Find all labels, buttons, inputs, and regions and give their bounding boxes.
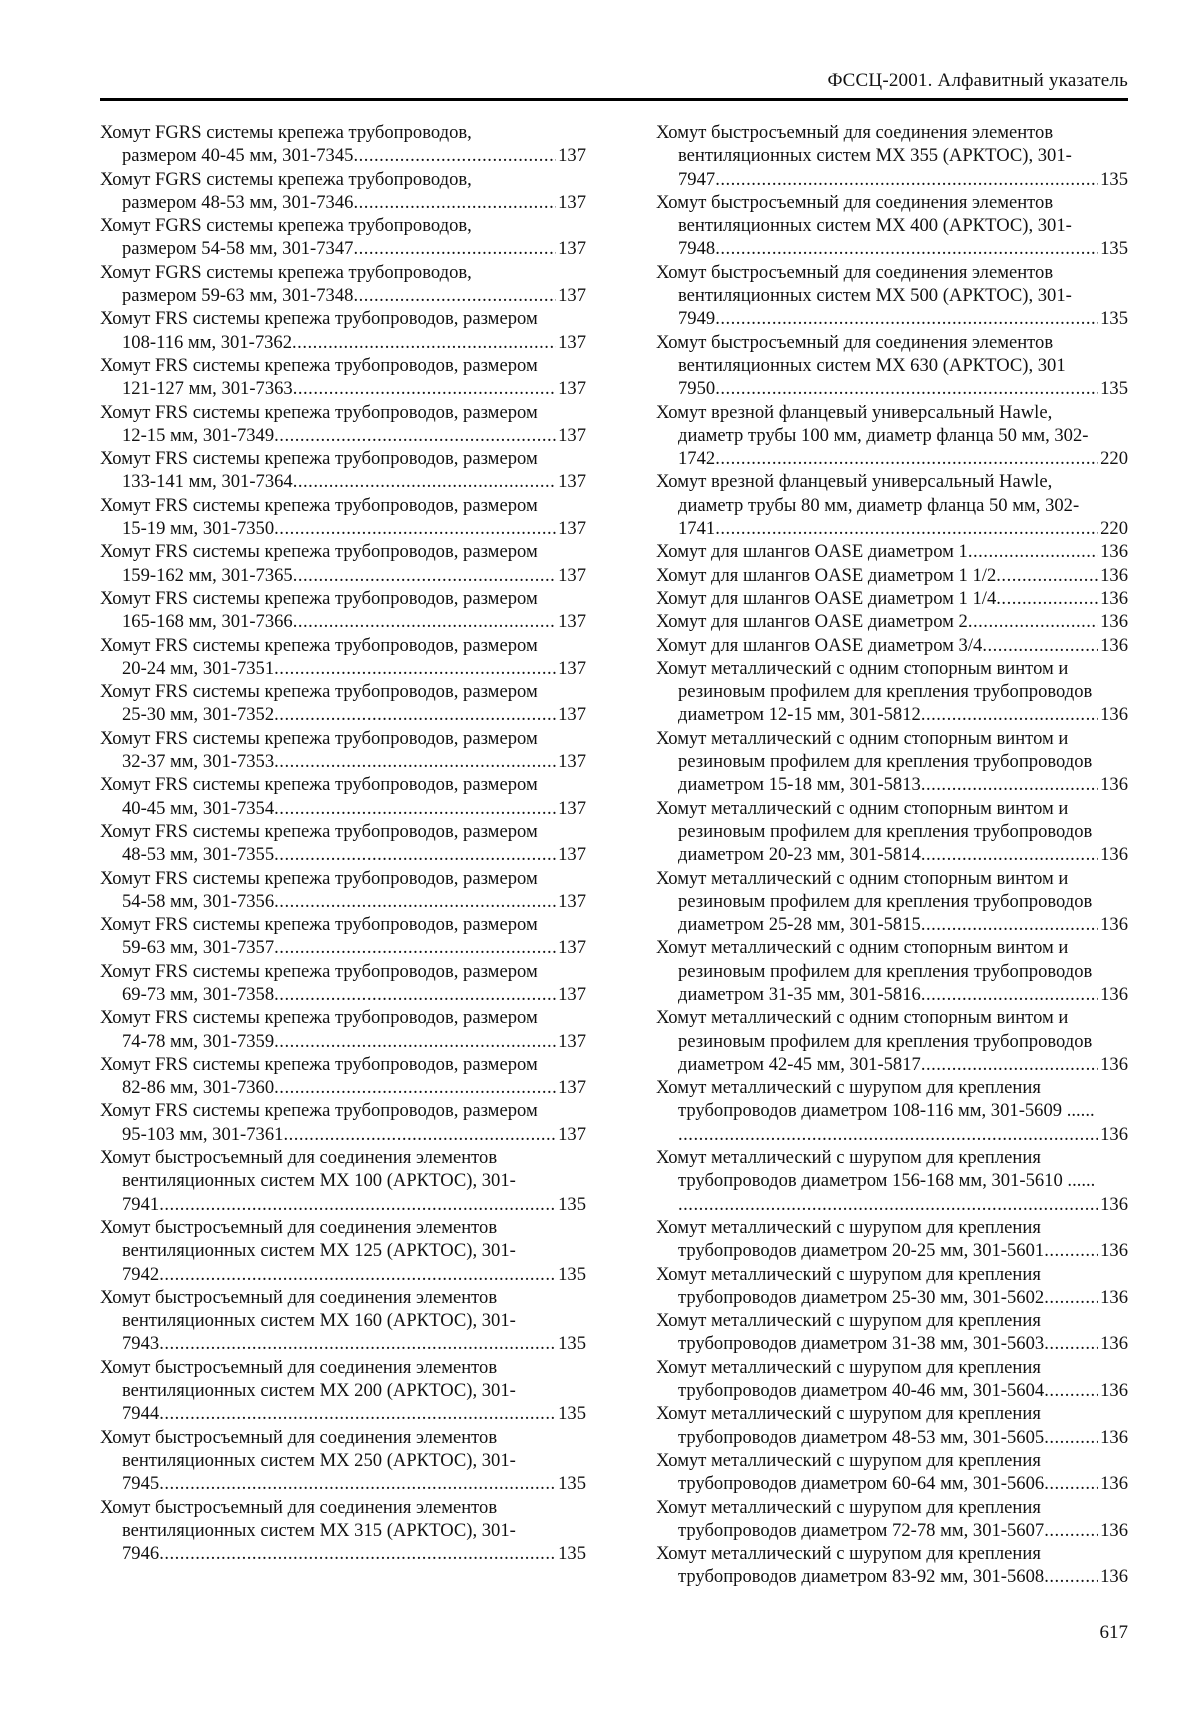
index-entry — [100, 1286, 586, 1356]
leader-dots — [1044, 1565, 1098, 1588]
entry-page-ref: 137 — [558, 983, 586, 1005]
entry-text-line: вентиляционных систем МХ 200 (АРКТОС), 301- — [122, 1380, 516, 1402]
leader-dots — [274, 797, 556, 820]
index-entry — [100, 1099, 586, 1146]
entry-text-line: трубопроводов диаметром 31-38 мм, 301-5603 — [678, 1333, 1045, 1355]
entry-text-line: Хомут FRS системы крепежа трубопроводов, размером — [100, 914, 538, 936]
index-entry — [656, 936, 1128, 1006]
entry-text-line: резиновым профилем для крепления трубопроводов — [678, 960, 1093, 982]
entry-page-ref: 137 — [558, 378, 586, 400]
index-entry — [656, 1146, 1128, 1216]
entry-page-ref: 220 — [1100, 518, 1128, 540]
entry-text-line: Хомут FRS системы крепежа трубопроводов, размером — [100, 1007, 538, 1029]
entry-text-line: размером 59-63 мм, 301-7348 — [122, 285, 354, 307]
entry-page-ref: 135 — [558, 1543, 586, 1565]
entry-page-ref: 137 — [558, 1123, 586, 1145]
leader-dots — [715, 307, 1098, 330]
leader-dots — [274, 517, 556, 540]
leader-dots — [1044, 1472, 1098, 1495]
leader-dots — [1044, 1519, 1098, 1542]
entry-page-ref: 135 — [1100, 238, 1128, 260]
index-entry — [656, 867, 1128, 937]
entry-text-line: Хомут для шлангов OASE диаметром 1 1/2 — [656, 564, 997, 586]
leader-dots — [159, 1472, 556, 1495]
leader-dots — [274, 890, 556, 913]
index-entry — [100, 1496, 586, 1566]
index-entry — [656, 1449, 1128, 1496]
entry-text-line: 82-86 мм, 301-7360 — [122, 1077, 275, 1099]
index-entry — [656, 261, 1128, 331]
entry-text-line: Хомут FRS системы крепежа трубопроводов, размером — [100, 401, 538, 423]
index-entry — [656, 1006, 1128, 1076]
index-entry — [100, 680, 586, 727]
index-entry — [100, 261, 586, 308]
entry-text-line: Хомут FRS системы крепежа трубопроводов, размером — [100, 494, 538, 516]
entry-page-ref: 136 — [1100, 1053, 1128, 1075]
index-entry — [656, 401, 1128, 471]
entry-text-line: 7945 — [122, 1473, 160, 1495]
entry-page-ref: 136 — [1100, 587, 1128, 609]
entry-text-line: Хомут металлический с шурупом для крепления — [656, 1263, 1041, 1285]
index-entry — [656, 1496, 1128, 1543]
leader-dots — [159, 1542, 556, 1565]
entry-text-line: 108-116 мм, 301-7362 — [122, 331, 293, 353]
index-entry — [656, 797, 1128, 867]
entry-text-line: Хомут FRS системы крепежа трубопроводов, размером — [100, 308, 538, 330]
entry-text-line: размером 54-58 мм, 301-7347 — [122, 238, 354, 260]
index-entry — [100, 634, 586, 681]
leader-dots — [1044, 1286, 1098, 1309]
entry-text-line: 59-63 мм, 301-7357 — [122, 937, 275, 959]
entry-text-line: Хомут FRS системы крепежа трубопроводов, размером — [100, 774, 538, 796]
leader-dots — [715, 447, 1098, 470]
index-entry — [100, 913, 586, 960]
index-entry — [100, 1053, 586, 1100]
entry-page-ref: 135 — [558, 1473, 586, 1495]
index-entry — [656, 1216, 1128, 1263]
entry-page-ref: 136 — [1100, 541, 1128, 563]
entry-page-ref: 135 — [1100, 168, 1128, 190]
entry-text-line: Хомут FRS системы крепежа трубопроводов, размером — [100, 820, 538, 842]
entry-text-line: Хомут быстросъемный для соединения элементов — [100, 1147, 498, 1169]
entry-text-line: Хомут FRS системы крепежа трубопроводов, размером — [100, 634, 538, 656]
entry-page-ref: 137 — [558, 145, 586, 167]
index-entry — [100, 1426, 586, 1496]
index-entry — [100, 447, 586, 494]
entry-text-line: 7949 — [678, 308, 716, 330]
entry-text-line: Хомут FRS системы крепежа трубопроводов, размером — [100, 727, 538, 749]
entry-text-line: вентиляционных систем МХ 500 (АРКТОС), 301- — [678, 285, 1072, 307]
index-entry — [100, 214, 586, 261]
entry-text-line: 7942 — [122, 1263, 160, 1285]
leader-dots — [982, 634, 1098, 657]
entry-page-ref: 137 — [558, 937, 586, 959]
leader-dots — [293, 377, 556, 400]
entry-text-line: 48-53 мм, 301-7355 — [122, 844, 275, 866]
leader-dots — [921, 773, 1098, 796]
entry-text-line: 32-37 мм, 301-7353 — [122, 751, 275, 773]
entry-text-line: Хомут FGRS системы крепежа трубопроводов, — [100, 261, 472, 283]
entry-text-line: Хомут FRS системы крепежа трубопроводов, размером — [100, 1100, 538, 1122]
leader-dots — [1044, 1379, 1098, 1402]
entry-page-ref: 137 — [558, 238, 586, 260]
index-entry — [100, 540, 586, 587]
leader-dots — [292, 331, 556, 354]
leader-dots — [274, 750, 556, 773]
entry-page-ref: 136 — [1100, 1426, 1128, 1448]
entry-text-line: диаметром 25-28 мм, 301-5815 — [678, 914, 921, 936]
entry-text-line: 1741 — [678, 518, 716, 540]
entry-page-ref: 137 — [558, 285, 586, 307]
entry-text-line: вентиляционных систем МХ 630 (АРКТОС), 301 — [678, 354, 1066, 376]
entry-text-line: Хомут металлический с шурупом для крепления — [656, 1147, 1041, 1169]
leader-dots — [353, 237, 556, 260]
entry-text-line: Хомут FRS системы крепежа трубопроводов, размером — [100, 587, 538, 609]
entry-text-line: 54-58 мм, 301-7356 — [122, 890, 275, 912]
entry-page-ref: 136 — [1100, 1240, 1128, 1262]
entry-page-ref: 137 — [558, 1077, 586, 1099]
entry-text-line: Хомут FRS системы крепежа трубопроводов, размером — [100, 354, 538, 376]
entry-text-line: 74-78 мм, 301-7359 — [122, 1030, 275, 1052]
entry-page-ref: 137 — [558, 751, 586, 773]
index-entry — [100, 820, 586, 867]
index-entry — [100, 401, 586, 448]
index-entry — [100, 307, 586, 354]
leader-dots — [159, 1402, 556, 1425]
leader-dots — [921, 983, 1098, 1006]
leader-dots — [996, 564, 1098, 587]
leader-dots — [283, 1123, 556, 1146]
entry-text-line: диаметр трубы 100 мм, диаметр фланца 50 мм, 302- — [678, 424, 1089, 446]
leader-dots — [996, 587, 1098, 610]
entry-text-line: Хомут быстросъемный для соединения элементов — [100, 1426, 498, 1448]
entry-page-ref: 137 — [558, 518, 586, 540]
index-entry — [100, 1216, 586, 1286]
entry-text-line: вентиляционных систем МХ 160 (АРКТОС), 301- — [122, 1310, 516, 1332]
index-entry — [656, 634, 1128, 657]
entry-page-ref: 136 — [1100, 564, 1128, 586]
entry-text-line: 95-103 мм, 301-7361 — [122, 1123, 284, 1145]
entry-page-ref: 137 — [558, 611, 586, 633]
entry-text-line: 159-162 мм, 301-7365 — [122, 564, 293, 586]
entry-text-line: Хомут врезной фланцевый универсальный Hawle, — [656, 401, 1053, 423]
entry-text-line: 15-19 мм, 301-7350 — [122, 518, 275, 540]
leader-dots — [274, 703, 556, 726]
entry-page-ref: 137 — [558, 1030, 586, 1052]
entry-text-line: диаметром 20-23 мм, 301-5814 — [678, 844, 921, 866]
index-entry — [100, 727, 586, 774]
index-entry — [656, 1076, 1128, 1146]
leader-dots — [353, 191, 556, 214]
index-entry — [656, 610, 1128, 633]
leader-dots — [293, 564, 556, 587]
entry-page-ref: 136 — [1100, 1123, 1128, 1145]
entry-text-line: 7948 — [678, 238, 716, 260]
entry-text-line: Хомут металлический с одним стопорным винтом и — [656, 1007, 1069, 1029]
leader-dots — [274, 424, 556, 447]
entry-text-line: диаметром 12-15 мм, 301-5812 — [678, 704, 921, 726]
leader-dots — [715, 377, 1098, 400]
entry-page-ref: 136 — [1100, 1333, 1128, 1355]
leader-dots — [921, 843, 1098, 866]
entry-text-line: 165-168 мм, 301-7366 — [122, 611, 293, 633]
entry-text-line: 7943 — [122, 1333, 160, 1355]
entry-text-line: Хомут быстросъемный для соединения элементов — [100, 1286, 498, 1308]
entry-text-line: 121-127 мм, 301-7363 — [122, 378, 293, 400]
entry-page-ref: 136 — [1100, 611, 1128, 633]
entry-text-line: диаметром 15-18 мм, 301-5813 — [678, 774, 921, 796]
entry-page-ref: 135 — [1100, 378, 1128, 400]
entry-page-ref: 136 — [1100, 1566, 1128, 1588]
entry-text-line: вентиляционных систем МХ 400 (АРКТОС), 301- — [678, 215, 1072, 237]
entry-text-line: 40-45 мм, 301-7354 — [122, 797, 275, 819]
entry-page-ref: 137 — [558, 844, 586, 866]
page-header — [100, 66, 1128, 101]
index-entry — [100, 867, 586, 914]
entry-text-line: вентиляционных систем МХ 100 (АРКТОС), 301- — [122, 1170, 516, 1192]
entry-text-line: 69-73 мм, 301-7358 — [122, 983, 275, 1005]
entry-text-line: 1742 — [678, 448, 716, 470]
leader-dots — [715, 237, 1098, 260]
entry-text-line: Хомут металлический с шурупом для крепления — [656, 1543, 1041, 1565]
index-entry — [100, 1356, 586, 1426]
entry-page-ref: 137 — [558, 564, 586, 586]
entry-text-line: Хомут металлический с шурупом для крепления — [656, 1496, 1041, 1518]
entry-text-line: резиновым профилем для крепления трубопроводов — [678, 820, 1093, 842]
entry-text-line: трубопроводов диаметром 20-25 мм, 301-5601 — [678, 1240, 1045, 1262]
entry-page-ref: 136 — [1100, 983, 1128, 1005]
entry-text-line: резиновым профилем для крепления трубопроводов — [678, 681, 1093, 703]
entry-text-line: 25-30 мм, 301-7352 — [122, 704, 275, 726]
entry-text-line: Хомут металлический с одним стопорным винтом и — [656, 937, 1069, 959]
entry-page-ref: 136 — [1100, 1473, 1128, 1495]
entry-text-line: Хомут быстросъемный для соединения элементов — [656, 191, 1054, 213]
index-entry — [656, 727, 1128, 797]
entry-text-line: вентиляционных систем МХ 250 (АРКТОС), 301- — [122, 1449, 516, 1471]
leader-dots — [159, 1263, 556, 1286]
entry-page-ref: 137 — [558, 797, 586, 819]
entry-text-line: Хомут быстросъемный для соединения элементов — [656, 331, 1054, 353]
entry-text-line: Хомут FRS системы крепежа трубопроводов, размером — [100, 541, 538, 563]
entry-page-ref: 136 — [1100, 844, 1128, 866]
entry-text-line: Хомут FRS системы крепежа трубопроводов, размером — [100, 681, 538, 703]
entry-text-line: Хомут металлический с шурупом для крепления — [656, 1310, 1041, 1332]
entry-text-line: трубопроводов диаметром 108-116 мм, 301-5609 ...... — [678, 1100, 1095, 1122]
index-entry — [656, 564, 1128, 587]
leader-dots — [293, 470, 556, 493]
leader-dots — [353, 144, 556, 167]
leader-dots — [274, 983, 556, 1006]
entry-text-line: Хомут для шлангов OASE диаметром 1 — [656, 541, 968, 563]
index-entry — [656, 1309, 1128, 1356]
entry-text-line: 20-24 мм, 301-7351 — [122, 657, 275, 679]
entry-text-line: вентиляционных систем МХ 315 (АРКТОС), 301- — [122, 1519, 516, 1541]
index-entry — [100, 587, 586, 634]
leader-dots — [921, 703, 1098, 726]
entry-text-line: 133-141 мм, 301-7364 — [122, 471, 293, 493]
entry-page-ref: 135 — [558, 1333, 586, 1355]
index-entry — [656, 470, 1128, 540]
entry-text-line: Хомут быстросъемный для соединения элементов — [100, 1496, 498, 1518]
index-entry — [656, 540, 1128, 563]
leader-dots — [159, 1332, 556, 1355]
entry-text-line: Хомут металлический с шурупом для крепления — [656, 1449, 1041, 1471]
entry-text-line: Хомут FRS системы крепежа трубопроводов, размером — [100, 448, 538, 470]
index-entry — [100, 354, 586, 401]
entry-text-line: Хомут металлический с шурупом для крепления — [656, 1403, 1041, 1425]
entry-page-ref: 135 — [558, 1263, 586, 1285]
leader-dots — [678, 1123, 1098, 1146]
page-number: 617 — [1099, 1622, 1128, 1643]
entry-text-line: диаметром 42-45 мм, 301-5817 — [678, 1053, 921, 1075]
entry-page-ref: 135 — [1100, 308, 1128, 330]
leader-dots — [274, 843, 556, 866]
entry-text-line: Хомут металлический с одним стопорным винтом и — [656, 797, 1069, 819]
entry-page-ref: 136 — [1100, 774, 1128, 796]
leader-dots — [1044, 1426, 1098, 1449]
entry-page-ref: 137 — [558, 331, 586, 353]
leader-dots — [1044, 1239, 1098, 1262]
entry-text-line: Хомут быстросъемный для соединения элементов — [656, 261, 1054, 283]
entry-page-ref: 136 — [1100, 1286, 1128, 1308]
entry-page-ref: 136 — [1100, 914, 1128, 936]
entry-text-line: 12-15 мм, 301-7349 — [122, 424, 275, 446]
index-entry — [100, 494, 586, 541]
entry-text-line: резиновым профилем для крепления трубопроводов — [678, 1030, 1093, 1052]
entry-text-line: Хомут врезной фланцевый универсальный Hawle, — [656, 471, 1053, 493]
entry-page-ref: 135 — [558, 1403, 586, 1425]
index-entry — [656, 1356, 1128, 1403]
entry-page-ref: 136 — [1100, 704, 1128, 726]
entry-text-line: 7944 — [122, 1403, 160, 1425]
index-entry — [100, 1146, 586, 1216]
entry-text-line: трубопроводов диаметром 48-53 мм, 301-5605 — [678, 1426, 1045, 1448]
entry-text-line: Хомут FGRS системы крепежа трубопроводов, — [100, 122, 472, 143]
entry-text-line: размером 40-45 мм, 301-7345 — [122, 145, 354, 167]
entry-text-line: Хомут для шлангов OASE диаметром 3/4 — [656, 634, 983, 656]
entry-text-line: Хомут металлический с шурупом для крепления — [656, 1356, 1041, 1378]
leader-dots — [715, 168, 1098, 191]
index-entry — [100, 1006, 586, 1053]
leader-dots — [921, 913, 1098, 936]
entry-text-line: 7947 — [678, 168, 716, 190]
leader-dots — [353, 284, 556, 307]
entry-text-line: 7950 — [678, 378, 716, 400]
index-entry — [100, 121, 586, 168]
entry-text-line: Хомут FGRS системы крепежа трубопроводов, — [100, 168, 472, 190]
index-entry — [100, 960, 586, 1007]
leader-dots — [1044, 1332, 1098, 1355]
index-column-left — [100, 121, 586, 1565]
entry-page-ref: 136 — [1100, 634, 1128, 656]
entry-text-line: трубопроводов диаметром 83-92 мм, 301-5608 — [678, 1566, 1045, 1588]
index-column-right — [656, 121, 1128, 1589]
entry-page-ref: 137 — [558, 471, 586, 493]
entry-text-line: Хомут FRS системы крепежа трубопроводов, размером — [100, 960, 538, 982]
entry-page-ref: 136 — [1100, 1380, 1128, 1402]
entry-text-line: 7946 — [122, 1543, 160, 1565]
index-entry — [100, 168, 586, 215]
entry-text-line: Хомут металлический с шурупом для крепления — [656, 1077, 1041, 1099]
leader-dots — [921, 1053, 1098, 1076]
entry-page-ref: 136 — [1100, 1519, 1128, 1541]
entry-text-line: трубопроводов диаметром 60-64 мм, 301-5606 — [678, 1473, 1045, 1495]
entry-page-ref: 137 — [558, 191, 586, 213]
entry-text-line: трубопроводов диаметром 25-30 мм, 301-5602 — [678, 1286, 1045, 1308]
entry-text-line: Хомут FGRS системы крепежа трубопроводов, — [100, 215, 472, 237]
entry-page-ref: 137 — [558, 890, 586, 912]
entry-text-line: Хомут FRS системы крепежа трубопроводов, размером — [100, 867, 538, 889]
entry-text-line: Хомут быстросъемный для соединения элементов — [100, 1356, 498, 1378]
header-title: ФССЦ-2001. Алфавитный указатель — [827, 70, 1128, 91]
entry-text-line: трубопроводов диаметром 40-46 мм, 301-5604 — [678, 1380, 1045, 1402]
leader-dots — [968, 610, 1098, 633]
index-entry — [656, 587, 1128, 610]
leader-dots — [159, 1193, 556, 1216]
leader-dots — [293, 610, 556, 633]
index-entry — [656, 1542, 1128, 1589]
leader-dots — [968, 540, 1098, 563]
entry-text-line: Хомут металлический с одним стопорным винтом и — [656, 727, 1069, 749]
entry-text-line: диаметр трубы 80 мм, диаметр фланца 50 мм, 302- — [678, 494, 1080, 516]
entry-page-ref: 137 — [558, 704, 586, 726]
index-entry — [656, 121, 1128, 191]
index-entry — [656, 1263, 1128, 1310]
entry-page-ref: 135 — [558, 1193, 586, 1215]
entry-text-line: Хомут быстросъемный для соединения элементов — [100, 1216, 498, 1238]
entry-text-line: размером 48-53 мм, 301-7346 — [122, 191, 354, 213]
entry-text-line: 7941 — [122, 1193, 160, 1215]
entry-text-line: Хомут металлический с одним стопорным винтом и — [656, 657, 1069, 679]
leader-dots — [274, 1076, 556, 1099]
entry-text-line: Хомут для шлангов OASE диаметром 2 — [656, 611, 968, 633]
entry-text-line: Хомут быстросъемный для соединения элементов — [656, 122, 1054, 143]
entry-page-ref: 220 — [1100, 448, 1128, 470]
entry-page-ref: 137 — [558, 657, 586, 679]
entry-text-line: Хомут FRS системы крепежа трубопроводов, размером — [100, 1053, 538, 1075]
leader-dots — [274, 936, 556, 959]
entry-text-line: трубопроводов диаметром 72-78 мм, 301-5607 — [678, 1519, 1045, 1541]
entry-text-line: Хомут металлический с одним стопорным винтом и — [656, 867, 1069, 889]
entry-text-line: вентиляционных систем МХ 125 (АРКТОС), 301- — [122, 1240, 516, 1262]
entry-text-line: резиновым профилем для крепления трубопроводов — [678, 751, 1093, 773]
leader-dots — [678, 1193, 1098, 1216]
entry-text-line: Хомут металлический с шурупом для крепления — [656, 1216, 1041, 1238]
entry-text-line: вентиляционных систем МХ 355 (АРКТОС), 301- — [678, 145, 1072, 167]
entry-page-ref: 136 — [1100, 1193, 1128, 1215]
entry-text-line: Хомут для шлангов OASE диаметром 1 1/4 — [656, 587, 997, 609]
leader-dots — [274, 1030, 556, 1053]
entry-text-line: резиновым профилем для крепления трубопроводов — [678, 890, 1093, 912]
index-entry — [100, 773, 586, 820]
index-entry — [656, 657, 1128, 727]
index-entry — [656, 331, 1128, 401]
index-entry — [656, 1402, 1128, 1449]
entry-text-line: трубопроводов диаметром 156-168 мм, 301-5610 ...... — [678, 1170, 1096, 1192]
entry-page-ref: 137 — [558, 424, 586, 446]
index-entry — [656, 191, 1128, 261]
entry-text-line: диаметром 31-35 мм, 301-5816 — [678, 983, 921, 1005]
leader-dots — [274, 657, 556, 680]
leader-dots — [715, 517, 1098, 540]
